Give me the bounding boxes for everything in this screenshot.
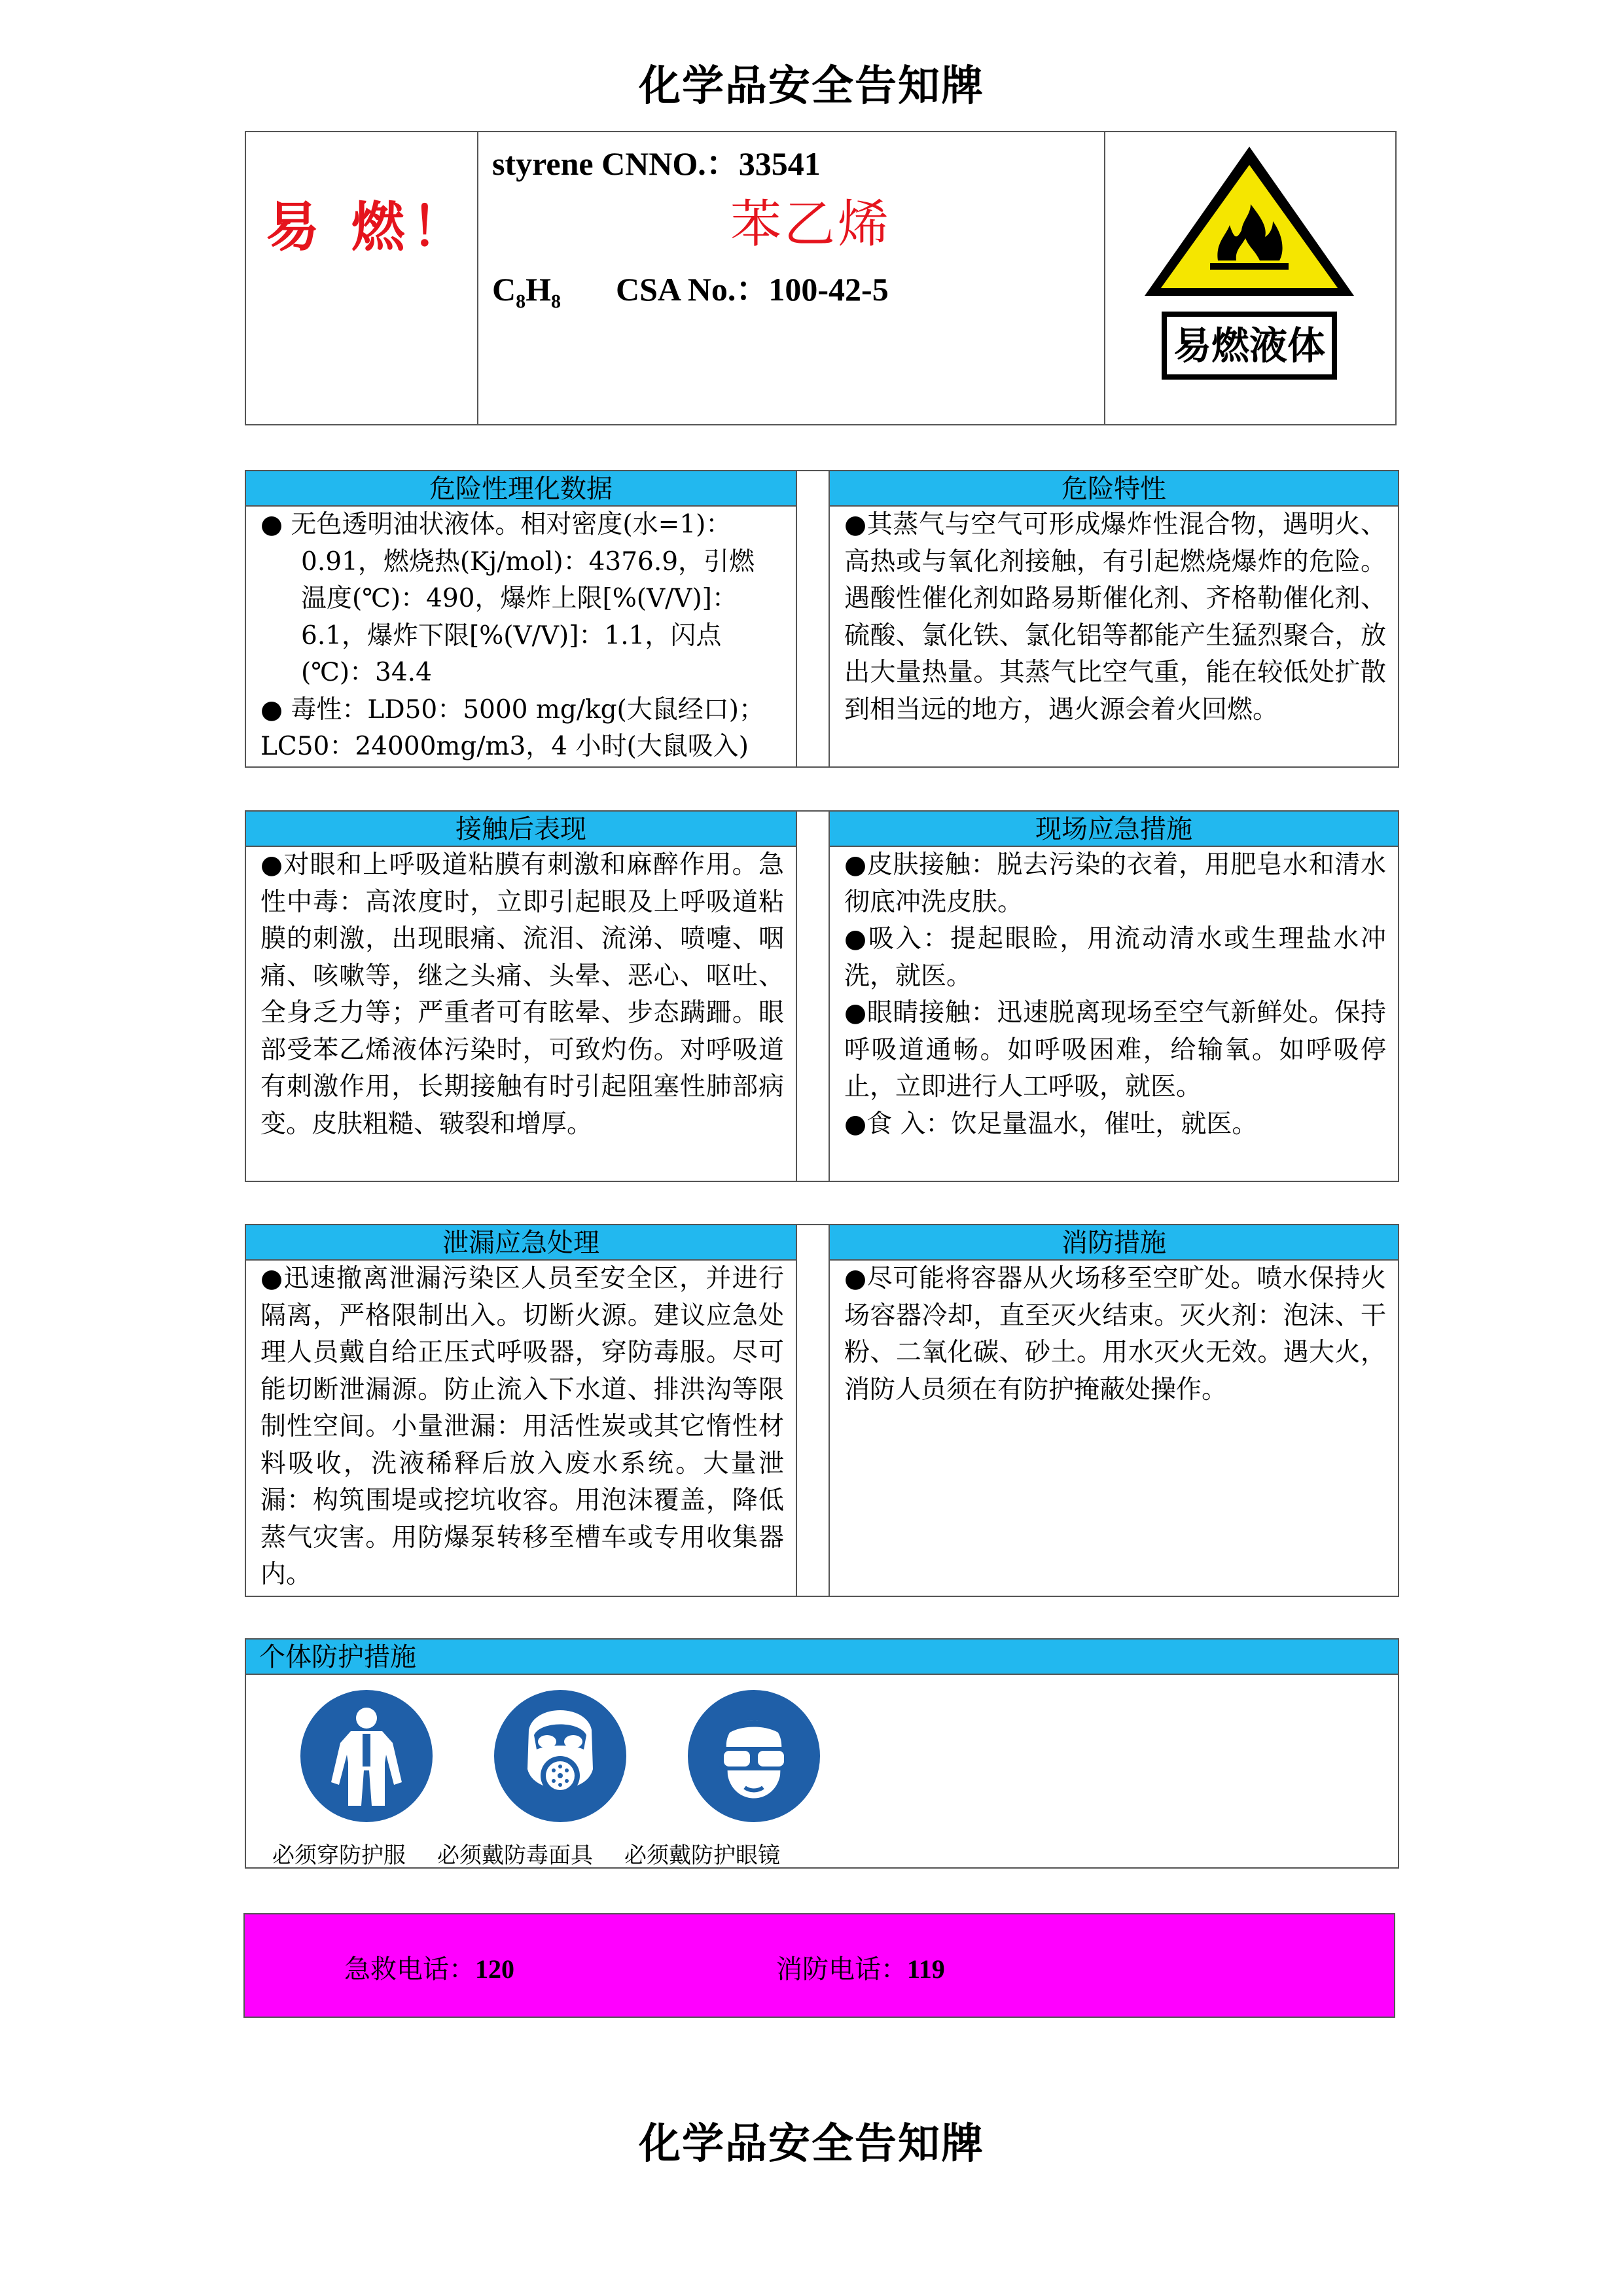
physchem-line: 0.91，燃烧热(Kj/mol)：4376.9，引燃 — [301, 547, 755, 577]
physchem-line: (℃)：34.4 — [301, 658, 432, 687]
fire-header: 消防措施 — [830, 1225, 1398, 1261]
page-title-bottom: 化学品安全告知牌 — [639, 2119, 984, 2168]
fire-phone-number: 119 — [907, 1954, 945, 1984]
ppe-label-goggles: 必须戴防护眼镜 — [624, 1842, 780, 1869]
formula-c-sub: 8 — [516, 291, 526, 312]
hazard-header: 危险特性 — [830, 471, 1398, 507]
hazard-body: ●其蒸气与空气可形成爆炸性混合物，遇明火、高热或与氧化剂接触，有引起燃烧爆炸的危险。遇酸性催化剂如路易斯催化剂、齐格勒催化剂、硫酸、氯化铁、氯化铝等都能产生猛烈聚合，放出大量热量。其蒸气比空气重，能在较低处扩散到相当远的地方，遇火源会着火回燃。 — [844, 510, 1386, 725]
exposure-header: 接触后表现 — [246, 812, 796, 847]
flammable-liquid-sign — [1138, 139, 1361, 381]
hazard-section — [829, 471, 1398, 766]
hazard-cell — [246, 132, 478, 424]
physchem-body — [246, 507, 796, 766]
exposure-section — [246, 812, 797, 1181]
fire-phone-label: 消防电话： — [776, 1954, 907, 1984]
fire-section — [829, 1225, 1398, 1596]
section-row-1 — [245, 470, 1399, 768]
sign-label: 易燃液体 — [1173, 323, 1326, 368]
column-gap — [797, 812, 829, 1181]
leak-header: 泄漏应急处理 — [246, 1225, 796, 1261]
ppe-label-suit: 必须穿防护服 — [272, 1842, 406, 1869]
first-aid-item: ●皮肤接触：脱去污染的衣着，用肥皂水和清水彻底冲洗皮肤。 — [844, 850, 1386, 917]
chemical-name: 苯乙烯 — [730, 195, 892, 254]
formula-h: H — [526, 271, 552, 308]
first-aid-section — [829, 812, 1398, 1181]
ppe-label-mask: 必须戴防毒面具 — [437, 1842, 593, 1869]
cas-number: CSA No.：100-42-5 — [616, 271, 889, 308]
first-aid-phone-number: 120 — [475, 1954, 514, 1984]
section-row-3 — [245, 1224, 1399, 1597]
english-name: styrene CNNO.：33541 — [492, 145, 821, 182]
column-gap — [797, 1225, 829, 1596]
physchem-line: 温度(℃)：490，爆炸上限[%(V/V)]： — [301, 584, 738, 613]
fire-phone — [776, 1948, 945, 1986]
column-gap — [797, 471, 829, 766]
physchem-section — [246, 471, 797, 766]
formula-h-sub: 8 — [551, 291, 562, 312]
physchem-header: 危险性理化数据 — [246, 471, 796, 507]
first-aid-header: 现场应急措施 — [830, 812, 1398, 847]
physchem-line: ● 无色透明油状液体。相对密度(水=1)： — [260, 510, 732, 539]
physchem-line: 6.1，爆炸下限[%(V/V)]：1.1，闪点 — [301, 620, 722, 651]
first-aid-item: ●食 入：饮足量温水，催吐，就医。 — [844, 1109, 1258, 1139]
ppe-header: 个体防护措施 — [246, 1640, 1398, 1675]
leak-body: ●迅速撤离泄漏污染区人员至安全区，并进行隔离，严格限制出入。切断火源。建议应急处理人员戴自给正压式呼吸器，穿防毒服。尽可能切断泄漏源。防止流入下水道、排洪沟等限制性空间。小量泄漏：用活性炭或其它惰性材料吸收，洗液稀释后放入废水系统。大量泄漏：构筑围堤或挖坑收容。用泡沫覆盖，降低蒸气灾害。用防爆泵转移至槽车或专用收集器内。 — [260, 1264, 784, 1589]
emergency-phones-bar — [243, 1913, 1395, 2018]
physchem-line: ● 毒性：LD50：5000 mg/kg(大鼠经口)； — [260, 694, 764, 725]
first-aid-phone-label: 急救电话： — [344, 1954, 475, 1984]
safety-goggles-icon — [682, 1684, 826, 1828]
ghs-cell — [1104, 132, 1395, 424]
formula-line — [492, 263, 889, 313]
section-row-2 — [245, 810, 1399, 1182]
protective-suit-icon — [294, 1684, 438, 1828]
ppe-section — [245, 1638, 1399, 1869]
exposure-body: ●对眼和上呼吸道粘膜有刺激和麻醉作用。急性中毒：高浓度时，立即引起眼及上呼吸道粘膜的刺激，出现眼痛、流泪、流涕、喷嚏、咽痛、咳嗽等，继之头痛、头晕、恶心、呕吐、全身乏力等；严重者可有眩晕、步态蹒跚。眼部受苯乙烯液体污染时，可致灼伤。对呼吸道有刺激作用，长期接触有时引起阻塞性肺部病变。皮肤粗糙、皲裂和增厚。 — [260, 850, 784, 1139]
hazard-word: 易 燃！ — [266, 196, 472, 259]
fire-body: ●尽可能将容器从火场移至空旷处。喷水保持火场容器冷却，直至灭火结束。灭火剂：泡沫、干粉、二氧化碳、砂土。用水灭火无效。遇大火，消防人员须在有防护掩蔽处操作。 — [844, 1264, 1386, 1405]
page-title-top: 化学品安全告知牌 — [639, 62, 984, 111]
gas-mask-icon — [488, 1684, 632, 1828]
first-aid-phone — [344, 1948, 514, 1986]
first-aid-item: ●吸入：提起眼睑，用流动清水或生理盐水冲洗，就医。 — [844, 924, 1386, 991]
leak-section — [246, 1225, 797, 1596]
formula-c: C — [492, 271, 516, 308]
first-aid-item: ●眼睛接触：迅速脱离现场至空气新鲜处。保持呼吸道通畅。如呼吸困难，给输氧。如呼吸停止，立即进行人工呼吸，就医。 — [844, 998, 1386, 1102]
first-aid-body — [830, 847, 1398, 1143]
physchem-line: LC50：24000mg/m3，4 小时(大鼠吸入) — [260, 732, 749, 761]
